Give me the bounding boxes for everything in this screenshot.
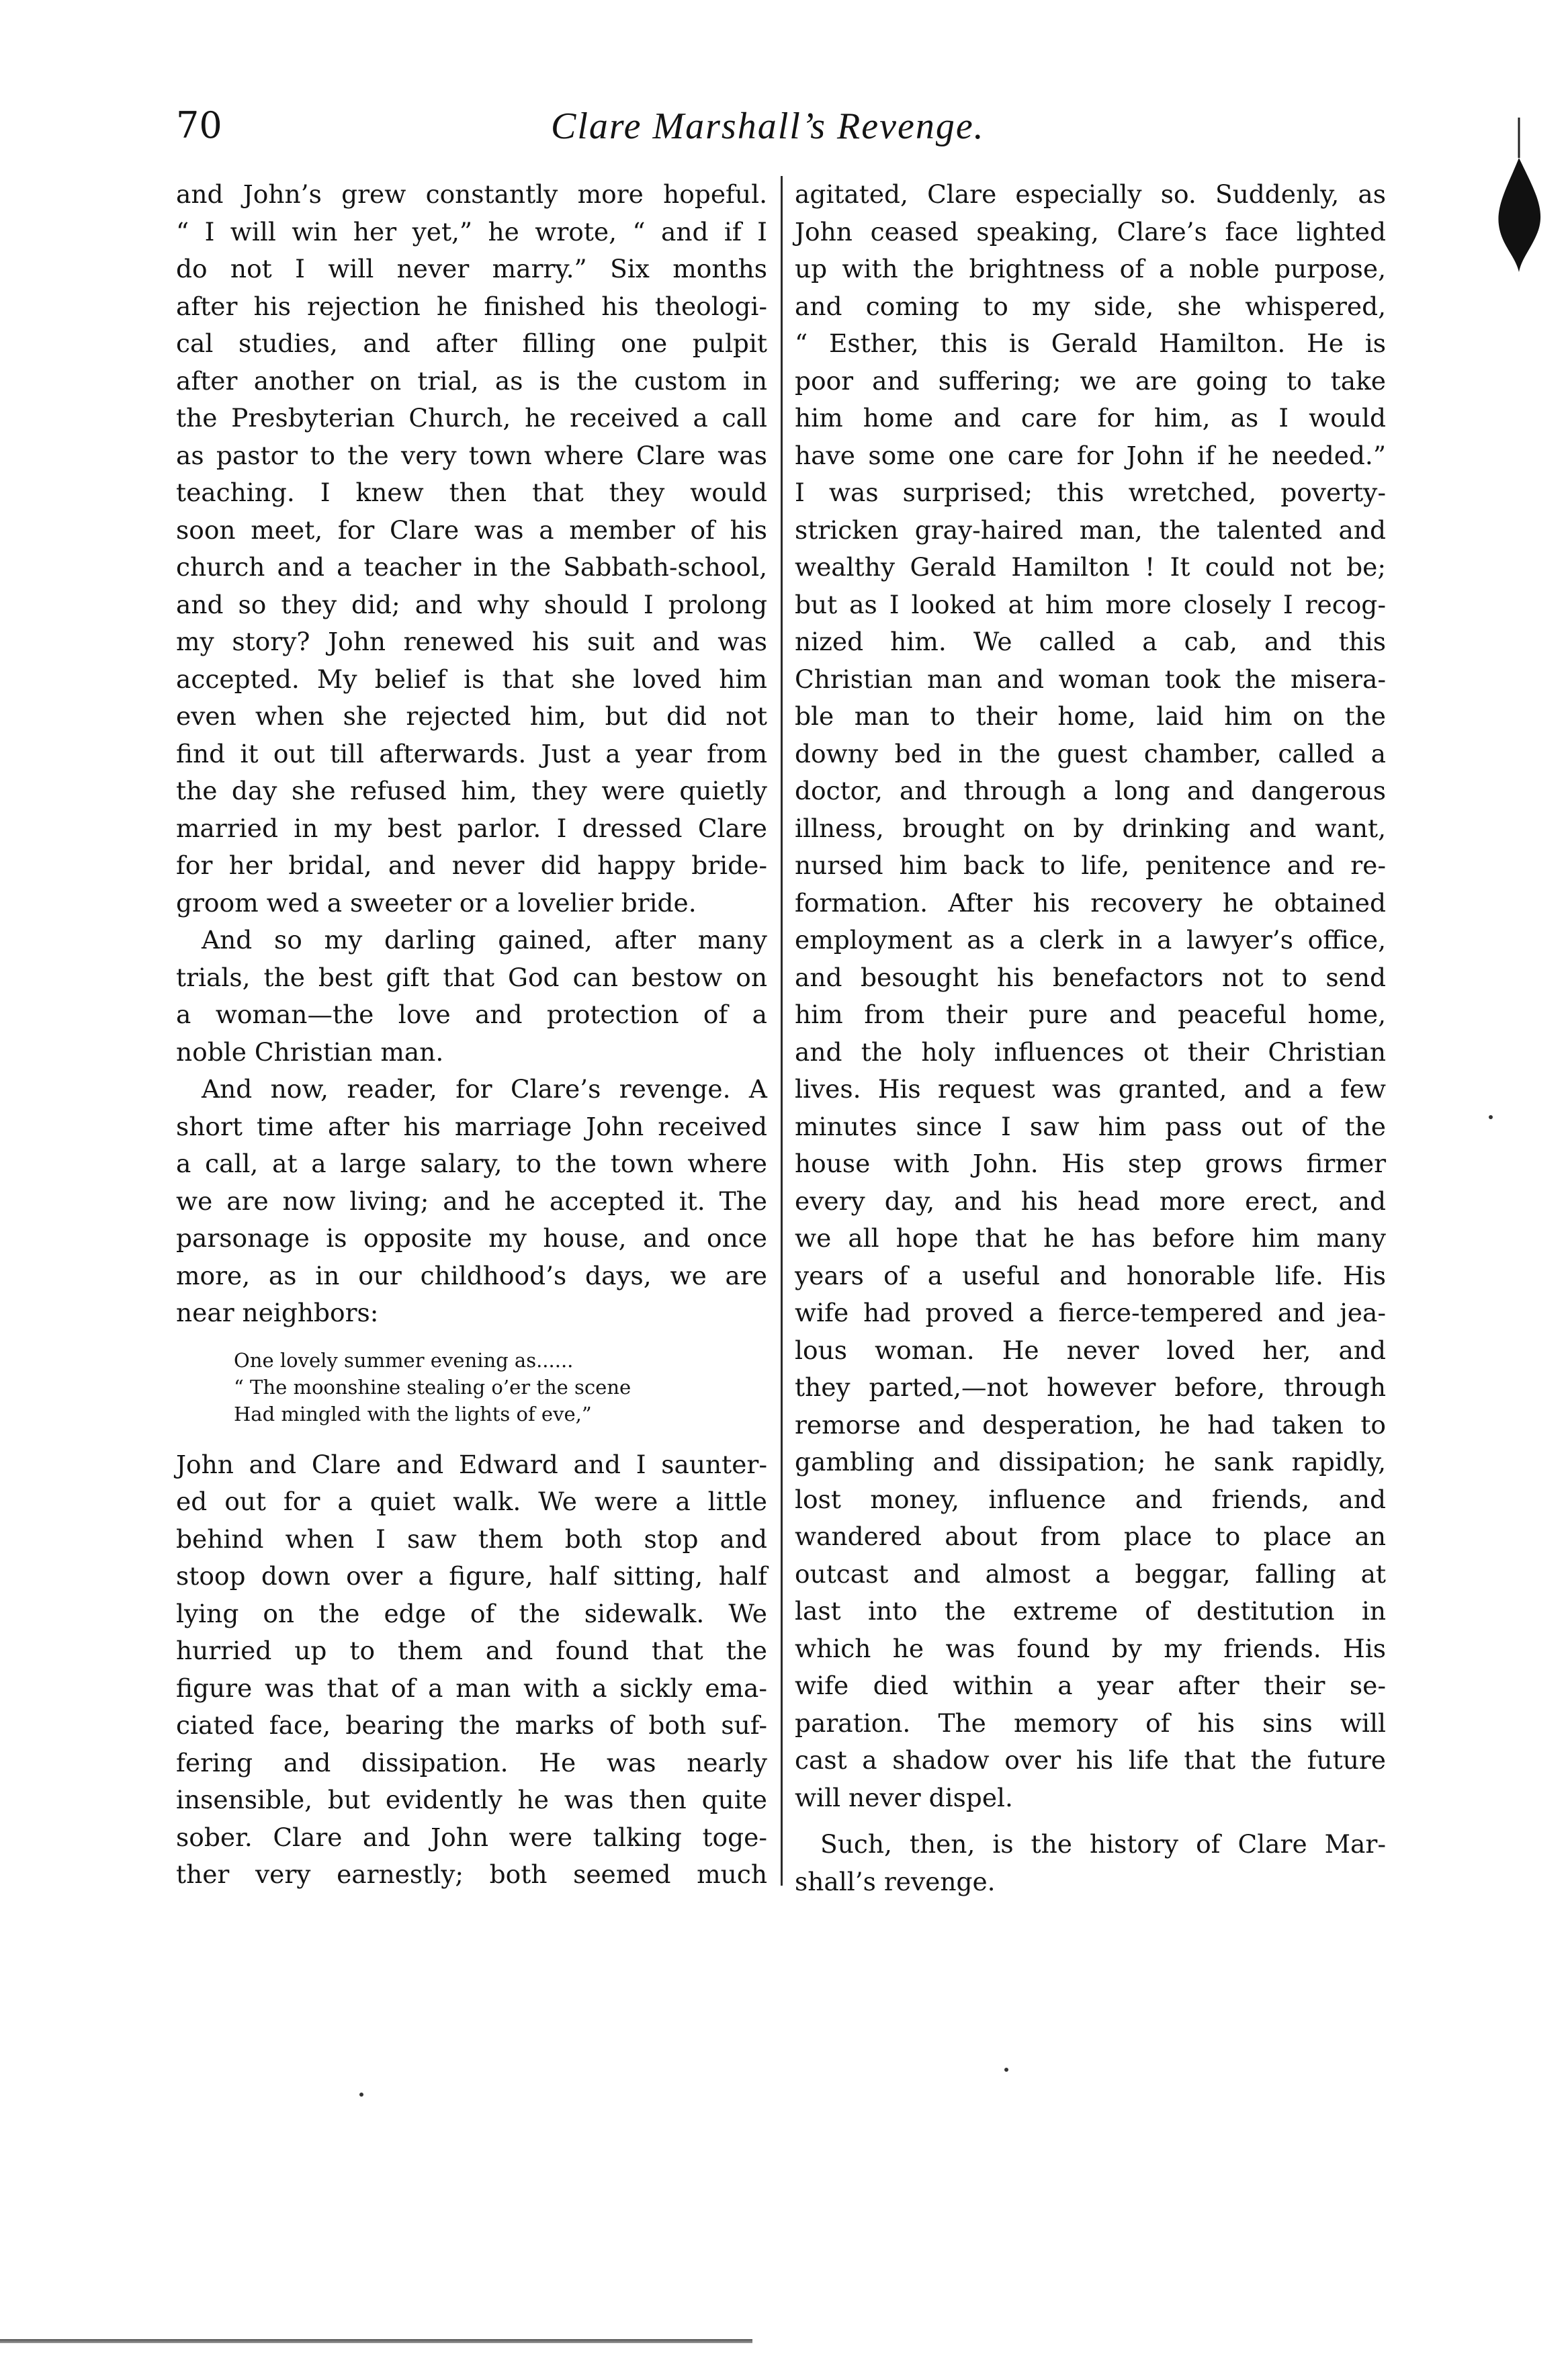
text-line: lous woman. He never loved her, and	[795, 1335, 1386, 1365]
text-line: “ I will win her yet,” he wrote, “ and if I	[176, 216, 767, 247]
text-line: remorse and desperation, he had taken to	[795, 1409, 1386, 1440]
text-line: cal studies, and after filling one pulpit	[176, 328, 767, 358]
text-line: wife had proved a fierce-tempered and jea-	[795, 1298, 1386, 1327]
text-line: and John’s grew constantly more hopeful.	[176, 179, 767, 209]
text-line: poor and suffering; we are going to take	[795, 365, 1386, 396]
text-line: wife died within a year after their se-	[795, 1671, 1386, 1700]
text-line: sober. Clare and John were talking toge-	[176, 1822, 767, 1852]
paragraph-left-3	[176, 1071, 767, 1332]
bottom-rule	[0, 2339, 752, 2343]
text-line: my story? John renewed his suit and was	[176, 627, 767, 656]
text-line: doctor, and through a long and dangerous	[795, 776, 1386, 805]
text-line: fering and dissipation. He was nearly	[176, 1747, 767, 1778]
text-line: ciated face, bearing the marks of both suf-	[176, 1710, 767, 1740]
text-line: and besought his benefactors not to send	[795, 962, 1386, 992]
text-line: insensible, but evidently he was then quite	[176, 1785, 767, 1814]
text-line: paration. The memory of his sins will	[795, 1708, 1386, 1738]
text-line: behind when I saw them both stop and	[176, 1524, 767, 1554]
text-line: will never dispel.	[795, 1782, 1013, 1812]
text-line: agitated, Clare especially so. Suddenly, as	[795, 179, 1386, 209]
text-line: noble Christian man.	[176, 1037, 444, 1067]
text-line: trials, the best gift that God can bestow on	[176, 962, 767, 992]
text-line: married in my best parlor. I dressed Clare	[176, 813, 767, 843]
verse-line: One lovely summer evening as......	[234, 1348, 574, 1372]
text-line: stricken gray-haired man, the talented and	[795, 515, 1386, 545]
text-line: Such, then, is the history of Clare Mar-	[820, 1829, 1386, 1859]
verse-line: “ The moonshine stealing o’er the scene	[234, 1375, 631, 1399]
text-line: house with John. His step grows firmer	[795, 1149, 1386, 1178]
text-line: the Presbyterian Church, he received a call	[176, 403, 767, 433]
verse-quote	[176, 1347, 767, 1428]
text-line: and coming to my side, she whispered,	[795, 291, 1386, 321]
paragraph-left-2	[176, 922, 767, 1071]
text-line: him home and care for him, as I would	[795, 403, 1386, 433]
speck-mark	[1489, 1115, 1493, 1119]
text-line: the day she refused him, they were quietly	[176, 776, 767, 805]
text-line: I was surprised; this wretched, poverty-	[795, 478, 1386, 507]
text-line: even when she rejected him, but did not	[176, 701, 767, 731]
text-line: lives. His request was granted, and a few	[795, 1074, 1386, 1104]
text-line: they parted,—not however before, through	[795, 1372, 1386, 1402]
text-line: employment as a clerk in a lawyer’s office,	[795, 925, 1386, 955]
left-column	[176, 176, 767, 1894]
text-line: And now, reader, for Clare’s revenge. A	[202, 1074, 767, 1104]
text-line: every day, and his head more erect, and	[795, 1186, 1386, 1216]
text-line: parsonage is opposite my house, and once	[176, 1223, 767, 1253]
text-line: wandered about from place to place an	[795, 1522, 1386, 1551]
text-line: teaching. I knew then that they would	[176, 478, 767, 507]
text-line: last into the extreme of destitution in	[795, 1596, 1386, 1626]
text-line: minutes since I saw him pass out of the	[795, 1111, 1386, 1141]
text-line: nursed him back to life, penitence and re-	[795, 850, 1386, 880]
text-line: hurried up to them and found that the	[176, 1636, 767, 1665]
text-line: we are now living; and he accepted it. The	[176, 1186, 767, 1216]
text-line: but as I looked at him more closely I recog-	[795, 589, 1386, 619]
text-line: after his rejection he finished his theologi-	[176, 291, 767, 321]
text-line: lost money, influence and friends, and	[795, 1484, 1386, 1514]
text-line: short time after his marriage John received	[176, 1111, 767, 1141]
text-line: a call, at a large salary, to the town where	[176, 1149, 767, 1178]
text-line: near neighbors:	[176, 1298, 379, 1327]
text-line: and the holy influences ot their Christian	[795, 1037, 1386, 1067]
text-line: And so my darling gained, after many	[202, 925, 767, 955]
text-line: years of a useful and honorable life. His	[795, 1260, 1386, 1290]
paragraph-right-2	[795, 1826, 1386, 1900]
text-line: outcast and almost a beggar, falling at	[795, 1559, 1386, 1589]
column-divider	[781, 176, 783, 1886]
text-line: soon meet, for Clare was a member of his	[176, 515, 767, 545]
text-line: Christian man and woman took the misera-	[795, 664, 1386, 694]
binding-mark-icon	[1495, 118, 1547, 272]
text-line: after another on trial, as is the custom in	[176, 365, 767, 396]
text-line: which he was found by my friends. His	[795, 1633, 1386, 1663]
verse-line: Had mingled with the lights of eve,”	[234, 1402, 592, 1425]
text-line: stoop down over a figure, half sitting, half	[176, 1561, 767, 1591]
paragraph-left-1	[176, 176, 767, 922]
text-line: “ Esther, this is Gerald Hamilton. He is	[795, 328, 1386, 358]
text-line: cast a shadow over his life that the future	[795, 1745, 1386, 1775]
text-line: for her bridal, and never did happy bride-	[176, 850, 767, 880]
text-line: find it out till afterwards. Just a year from	[176, 738, 767, 769]
paragraph-right-1	[795, 176, 1386, 1816]
running-title: Clare Marshall’s Revenge.	[551, 105, 985, 147]
text-line: illness, brought on by drinking and want,	[795, 813, 1386, 843]
text-line: and so they did; and why should I prolong	[176, 589, 767, 619]
text-line: wealthy Gerald Hamilton ! It could not be;	[795, 552, 1386, 582]
text-line: shall’s revenge.	[795, 1866, 996, 1896]
text-line: more, as in our childhood’s days, we are	[176, 1260, 767, 1290]
text-line: up with the brightness of a noble purpose,	[795, 254, 1386, 283]
right-column	[795, 176, 1386, 1900]
text-line: do not I will never marry.” Six months	[176, 254, 767, 283]
text-line: ther very earnestly; both seemed much	[176, 1859, 767, 1889]
text-line: we all hope that he has before him many	[795, 1223, 1386, 1253]
text-line: figure was that of a man with a sickly ema-	[176, 1673, 767, 1703]
text-line: a woman—the love and protection of a	[176, 1000, 767, 1029]
text-line: groom wed a sweeter or a lovelier bride.	[176, 887, 697, 918]
text-line: church and a teacher in the Sabbath-school,	[176, 552, 767, 582]
text-line: lying on the edge of the sidewalk. We	[176, 1598, 767, 1628]
text-line: John ceased speaking, Clare’s face lighted	[795, 216, 1386, 247]
text-line: have some one care for John if he needed.”	[795, 440, 1386, 470]
text-line: John and Clare and Edward and I saunter-	[176, 1449, 767, 1479]
text-line: gambling and dissipation; he sank rapidly,	[795, 1447, 1386, 1477]
text-line: accepted. My belief is that she loved him	[176, 664, 767, 694]
speck-mark	[1004, 2068, 1008, 2072]
text-line: as pastor to the very town where Clare was	[176, 440, 767, 470]
speck-mark	[359, 2093, 363, 2097]
page-number: 70	[176, 104, 222, 146]
text-line: formation. After his recovery he obtained	[795, 887, 1386, 918]
text-line: ble man to their home, laid him on the	[795, 701, 1386, 731]
text-line: him from their pure and peaceful home,	[795, 1000, 1386, 1029]
text-line: ed out for a quiet walk. We were a little	[176, 1487, 767, 1516]
text-line: nized him. We called a cab, and this	[795, 627, 1386, 656]
text-line: downy bed in the guest chamber, called a	[795, 738, 1386, 769]
paragraph-left-4	[176, 1446, 767, 1894]
